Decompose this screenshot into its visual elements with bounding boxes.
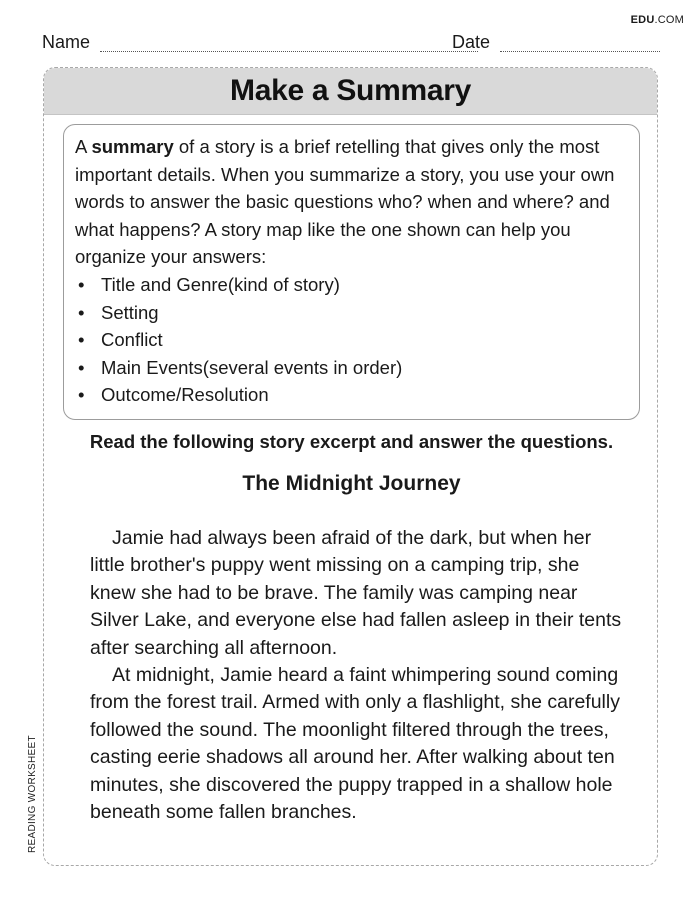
brand-logo-light: .COM: [654, 14, 684, 26]
story-excerpt: [90, 525, 625, 826]
instruction-text: Read the following story excerpt and answer the questions.: [89, 431, 614, 452]
list-item: • Title and Genre(kind of story): [75, 271, 628, 299]
list-item: • Conflict: [75, 326, 628, 354]
worksheet-card: [43, 67, 658, 866]
list-item: • Main Events(several events in order): [75, 354, 628, 382]
date-field-line[interactable]: [500, 51, 660, 52]
list-item: • Outcome/Resolution: [75, 381, 628, 409]
summary-term: summary: [91, 136, 174, 157]
story-title: The Midnight Journey: [242, 472, 461, 495]
list-item: • Setting: [75, 299, 628, 327]
definition-prefix: A: [75, 136, 92, 157]
page-title: Make a Summary: [230, 74, 471, 107]
story-paragraph: At midnight, Jamie heard a faint whimpering sound coming from the forest trail. Armed with only a flashlight, she carefully followed the sound. The moonlight filtered through the trees, casting eerie shadows all around her. After walking about ten minutes, she discovered the puppy trapped in a shallow hole beneath some fallen branches.: [90, 664, 620, 824]
story-paragraph: Jamie had always been afraid of the dark, but when her little brother's puppy went missing on a camping trip, she knew she had to be brave. The family was camping near Silver Lake, and everyone else had fallen asleep in their tents after searching all afternoon.: [90, 527, 622, 659]
definition-text: of a story is a brief retelling that gives only the most important details. When you summarize a story, you use your own words to answer the basic questions who? when and where? and what happens? A story map like the one shown can help you organize your answers:: [75, 136, 615, 268]
brand-logo: [631, 14, 684, 26]
side-label: READING WORKSHEET: [27, 735, 38, 853]
name-field-line[interactable]: [100, 51, 478, 52]
brand-logo-bold: EDU: [630, 14, 655, 26]
summary-definition: [75, 133, 628, 271]
name-date-row: [42, 32, 660, 56]
summary-info-box: [63, 124, 640, 420]
date-label: Date: [452, 32, 491, 52]
story-map-list: [75, 271, 628, 409]
name-label: Name: [42, 32, 91, 52]
title-bar: [44, 68, 657, 115]
